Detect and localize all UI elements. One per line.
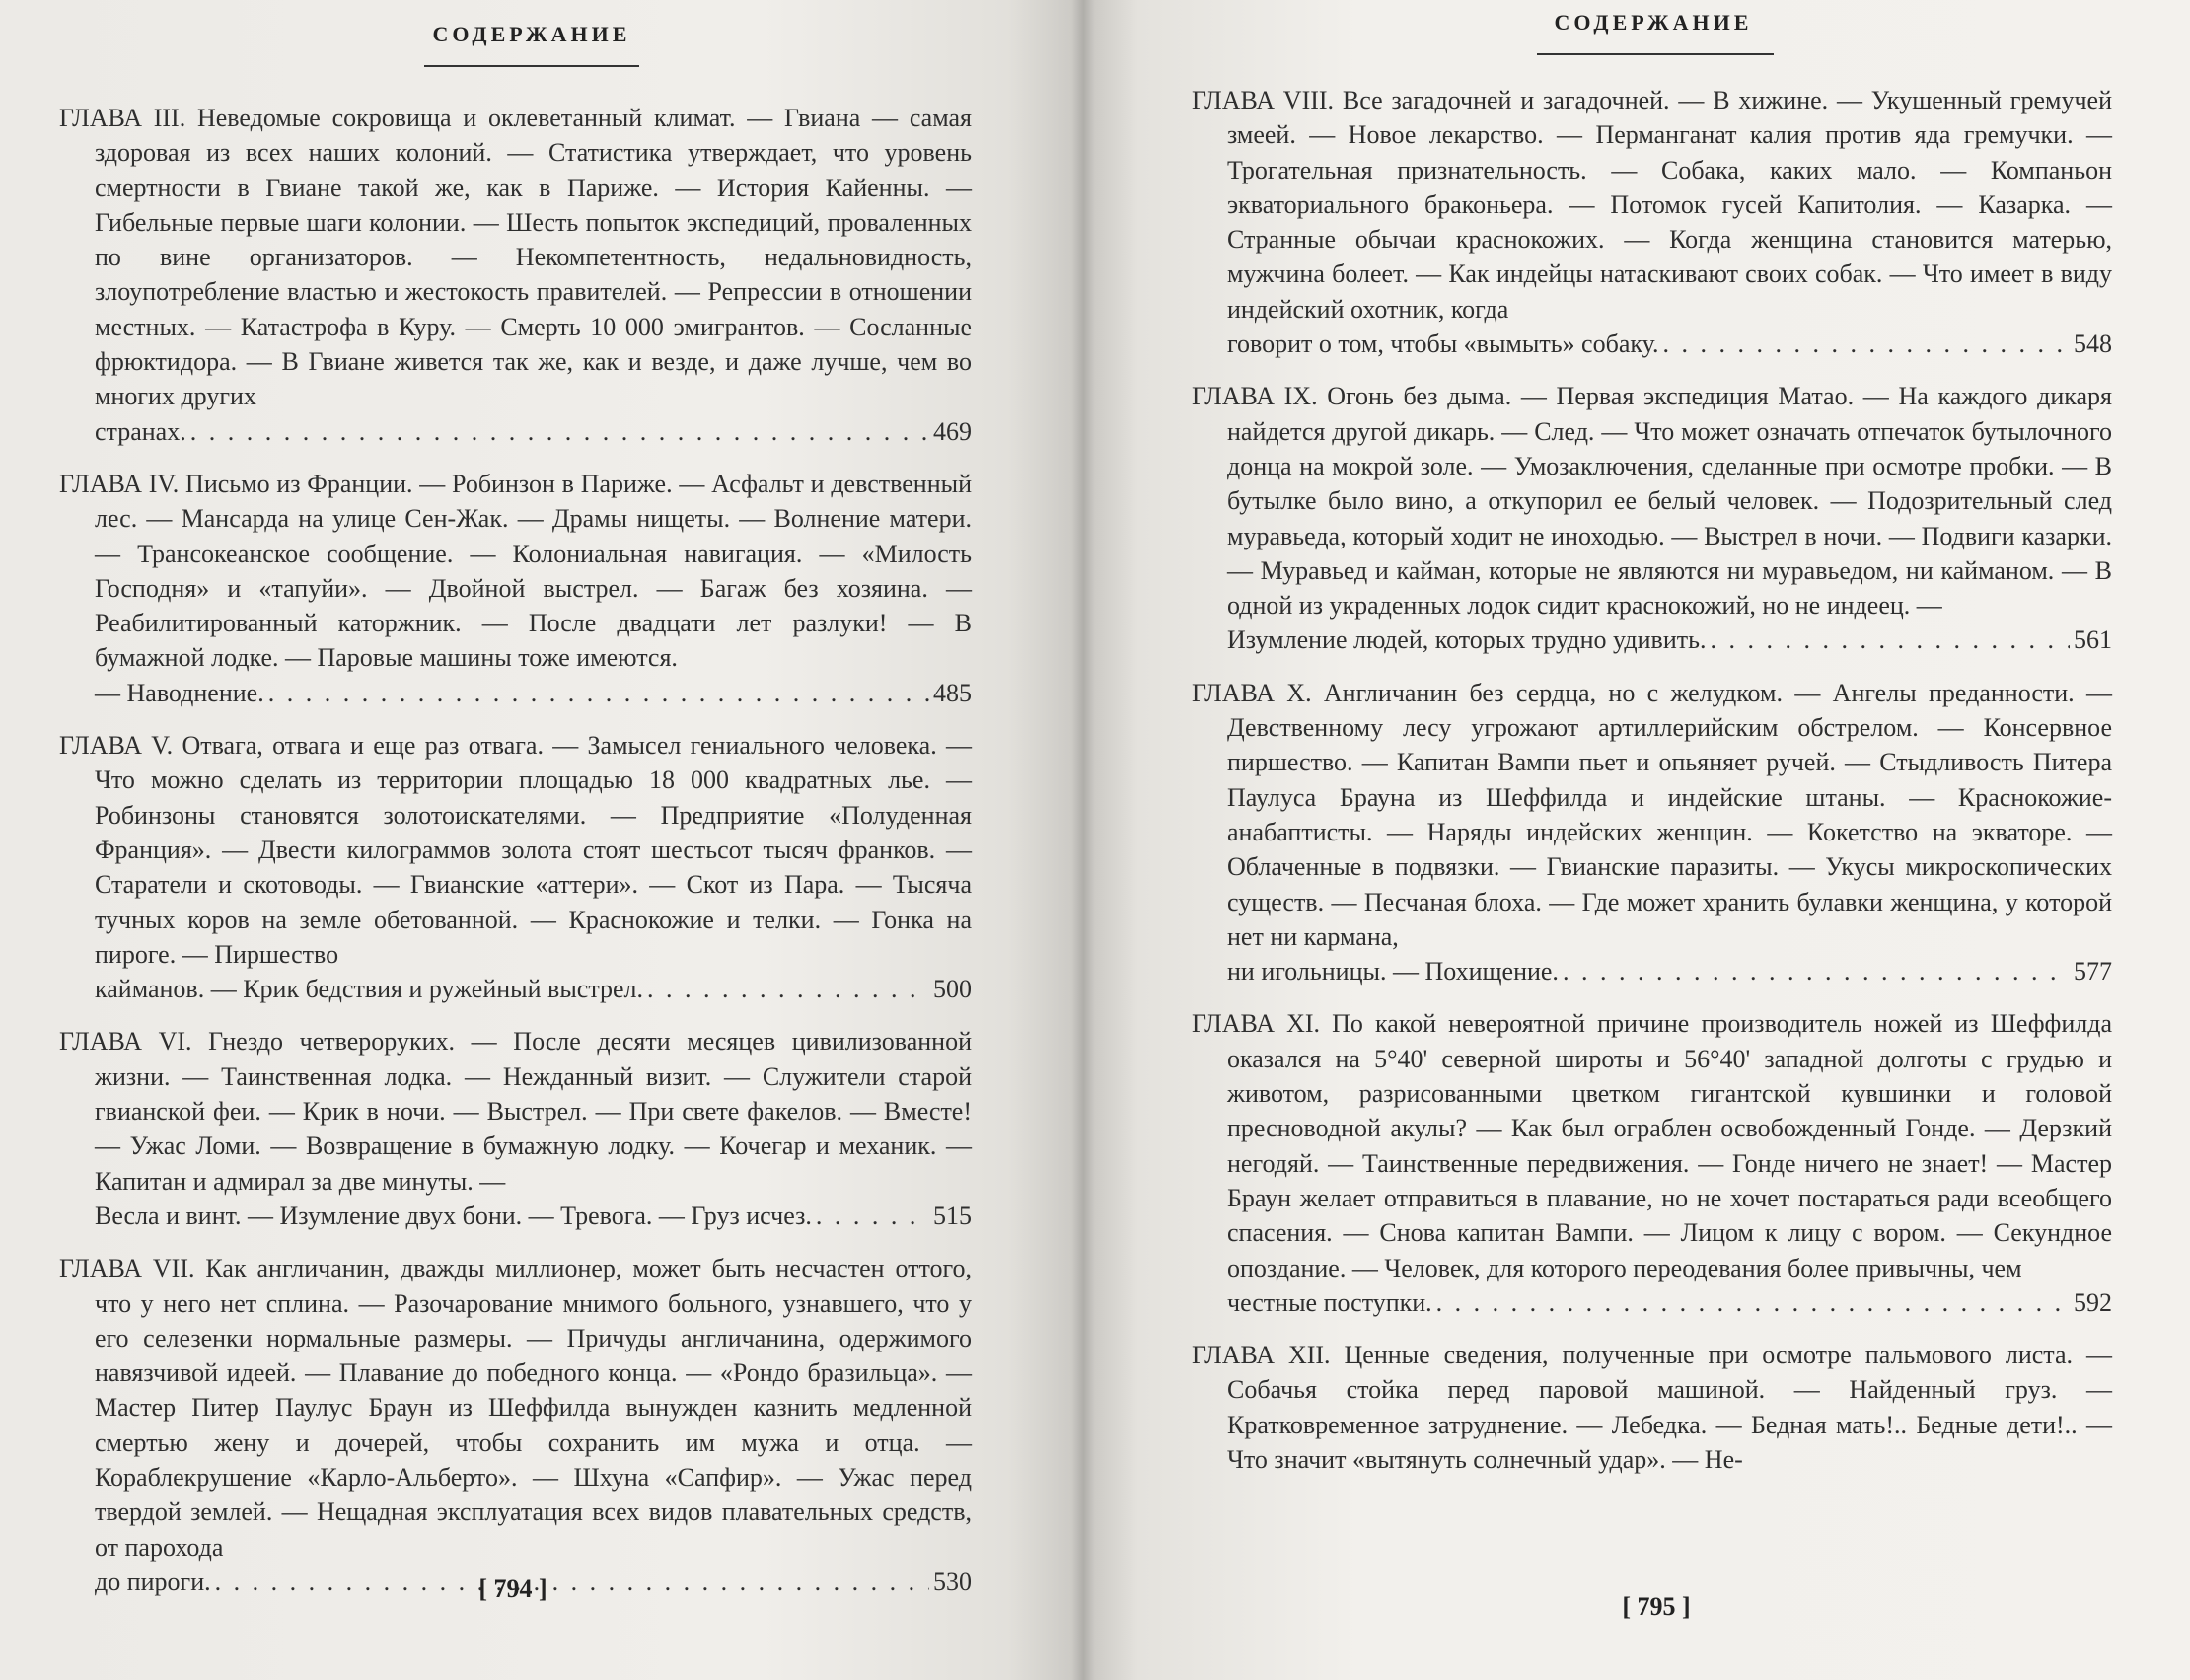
- toc-entry-leader-line: [1227, 327, 2112, 361]
- toc-entry-text: ГЛАВА VII. Как англичанин, дважды миллионер, может быть несчастен оттого, что у него нет сплина. — Разочарование мнимого больного, узнавшего, что у его селезенки нормальные размеры. — Причуды англичанина, одержимого навязчивой идеей. — Плавание до победного конца. — «Рондо бразильца». — Мастер Питер Паулус Браун из Шеффилда вынужден казнить медленной смертью жену и дочерей, чтобы сохранить им мужа и отца. — Кораблекрушение «Карло-Альберто». — Шхуна «Сапфир». — Ужас перед твердой землей. — Нещадная эксплуатация всех видов плавательных средств, от парохода: [59, 1254, 972, 1562]
- toc-entry-text: ГЛАВА VI. Гнездо четвероруких. — После десяти месяцев цивилизованной жизни. — Таинственная лодка. — Нежданный визит. — Служители старой гвианской феи. — Крик в ночи. — Выстрел. — При свете факелов. — Вместе! — Ужас Ломи. — Возвращение в бумажную лодку. — Кочегар и механик. — Капитан и адмирал за две минуты. —: [59, 1027, 972, 1196]
- table-of-contents: [1192, 83, 2112, 1495]
- toc-entry-leader-line: [1227, 1285, 2112, 1320]
- page-number: 530: [933, 1567, 972, 1596]
- page-number: 561: [2074, 625, 2112, 655]
- left-page: [0, 0, 1083, 1680]
- toc-entry-chapter-10: [1192, 676, 2112, 989]
- toc-entry-text: ГЛАВА X. Англичанин без сердца, но с желудком. — Ангелы преданности. — Девственному лесу угрожают артиллерийским обстрелом. — Консервное пиршество. — Капитан Вампи пьет и опьяняет ручей. — Стыдливость Питера Паулуса Брауна из Шеффилда и индейские штаны. — Краснокожие-анабаптисты. — Наряды индейских женщин. — Кокетство на экваторе. — Облаченные в подвязки. — Гвианские паразиты. — Укусы микроскопических существ. — Песчаная блоха. — Где может хранить булавки женщина, у которой нет ни кармана,: [1192, 678, 2112, 951]
- running-head-rule: [1537, 53, 1774, 55]
- toc-entry-text: ГЛАВА XI. По какой невероятной причине производитель ножей из Шеффилда оказался на 5°40' северной широты и 56°40' западной долготы с грудью и животом, разрисованными цветком гигантской кувшинки и головой пресноводной акулы? — Как был ограблен освобожденный Гонде. — Дерзкий негодяй. — Таинственные передвижения. — Гонде ничего не знает! — Мастер Браун желает отправиться в плавание, но не хочет постараться ради всеобщего спасения. — Снова капитан Вампи. — Лицом к лицу с вором. — Секундное опоздание. — Человек, для которого переодевания более привычны, чем: [1192, 1009, 2112, 1282]
- toc-entry-last-line: честные поступки.: [1227, 1287, 1432, 1317]
- toc-entry-chapter-7: [59, 1251, 972, 1599]
- toc-entry-last-line: кайманов. — Крик бедствия и ружейный выстрел.: [95, 975, 644, 1004]
- toc-entry-chapter-8: [1192, 83, 2112, 361]
- page-folio: [ 795 ]: [1622, 1592, 1691, 1621]
- toc-entry-chapter-6: [59, 1024, 972, 1233]
- toc-entry-chapter-12: [1192, 1338, 2112, 1477]
- page-number: 577: [2074, 957, 2112, 986]
- dot-leader: [1663, 327, 2070, 361]
- page-number: 469: [933, 416, 972, 446]
- dot-leader: [647, 972, 929, 1006]
- toc-entry-last-line: Изумление людей, которых трудно удивить.: [1227, 625, 1707, 655]
- running-head: СОДЕРЖАНИЕ: [1554, 10, 1753, 35]
- toc-entry-last-line: до пироги.: [95, 1567, 211, 1596]
- dot-leader: [268, 676, 929, 710]
- toc-entry-text: ГЛАВА VIII. Все загадочней и загадочней. — В хижине. — Укушенный гремучей змеей. — Новое лекарство. — Перманганат калия против яда гремучки. — Трогательная признательность. — Собака, каких мало. — Компаньон экваториального браконьера. — Потомок гусей Капитолия. — Казарка. — Странные обычаи краснокожих. — Когда женщина становится матерью, мужчина болеет. — Как индейцы натаскивают своих собак. — Что имеет в виду индейский охотник, когда: [1192, 86, 2112, 324]
- right-page: [1083, 0, 2190, 1680]
- toc-entry-last-line: странах.: [95, 416, 186, 446]
- toc-entry-last-line: Весла и винт. — Изумление двух бони. — Тревога. — Груз исчез.: [95, 1201, 812, 1230]
- toc-entry-leader-line: [95, 972, 972, 1006]
- page-number: 515: [933, 1201, 972, 1230]
- dot-leader: [1710, 622, 2070, 657]
- toc-entry-chapter-4: [59, 467, 972, 710]
- running-head: СОДЕРЖАНИЕ: [432, 22, 631, 46]
- table-of-contents: [59, 101, 972, 1617]
- toc-entry-chapter-9: [1192, 379, 2112, 657]
- dot-leader: [1563, 954, 2070, 988]
- dot-leader: [1436, 1285, 2070, 1320]
- toc-entry-text: ГЛАВА IX. Огонь без дыма. — Первая экспедиция Матао. — На каждого дикаря найдется другой дикарь. — След. — Что может означать отпечаток бутылочного донца на мокрой золе. — Умозаключения, сделанные при осмотре пробки. — В бутылке было вино, а откупорил ее белый человек. — Подозрительный след муравьеда, который ходит не иноходью. — Выстрел в ночи. — Подвиги казарки. — Муравьед и кайман, которые не являются ни муравьедом, ни кайманом. — В одной из украденных лодок сидит краснокожий, но не индеец. —: [1192, 382, 2112, 621]
- toc-entry-leader-line: [1227, 954, 2112, 988]
- toc-entry-text: ГЛАВА IV. Письмо из Франции. — Робинзон в Париже. — Асфальт и девственный лес. — Мансарда на улице Сен-Жак. — Драмы нищеты. — Волнение матери. — Трансокеанское сообщение. — Колониальная навигация. — «Милость Господня» и «тапуйи». — Двойной выстрел. — Багаж без хозяина. — Реабилитированный каторжник. — После двадцати лет разлуки! — В бумажной лодке. — Паровые машины тоже имеются.: [59, 469, 972, 673]
- page-number: 500: [933, 975, 972, 1004]
- dot-leader: [190, 414, 929, 449]
- toc-entry-leader-line: [95, 1199, 972, 1233]
- page-number: 485: [933, 678, 972, 707]
- toc-entry-text: ГЛАВА III. Неведомые сокровища и оклеветанный климат. — Гвиана — самая здоровая из всех наших колоний. — Статистика утверждает, что уровень смертности в Гвиане такой же, как в Париже. — История Кайенны. — Гибельные первые шаги колонии. — Шесть попыток экспедиций, проваленных по вине организаторов. — Некомпетентность, недальновидность, злоупотребление властью и жестокость правителей. — Репрессии в отношении местных. — Катастрофа в Куру. — Смерть 10 000 эмигрантов. — Сосланные фрюктидора. — В Гвиане живется так же, как и везде, и даже лучше, чем во многих других: [59, 104, 972, 411]
- toc-entry-leader-line: [95, 676, 972, 710]
- page-folio: [ 794 ]: [478, 1574, 548, 1603]
- toc-entry-chapter-5: [59, 728, 972, 1006]
- running-head-rule: [424, 65, 639, 67]
- dot-leader: [816, 1199, 929, 1233]
- toc-entry-last-line: — Наводнение.: [95, 678, 264, 707]
- toc-entry-text: ГЛАВА V. Отвага, отвага и еще раз отвага. — Замысел гениального человека. — Что можно сделать из территории площадью 18 000 квадратных лье. — Робинзоны становятся золотоискателями. — Предприятие «Полуденная Франция». — Двести килограммов золота стоят шестьсот тысяч франков. — Старатели и скотоводы. — Гвианские «аттери». — Скот из Пара. — Тысяча тучных коров на земле обетованной. — Краснокожие и телки. — Гонка на пироге. — Пиршество: [59, 731, 972, 969]
- toc-entry-last-line: ни игольницы. — Похищение.: [1227, 957, 1559, 986]
- toc-entry-leader-line: [95, 414, 972, 449]
- toc-entry-leader-line: [1227, 622, 2112, 657]
- toc-entry-text: ГЛАВА XII. Ценные сведения, полученные при осмотре пальмового листа. — Собачья стойка перед паровой машиной. — Найденный груз. — Кратковременное затруднение. — Лебедка. — Бедная мать!.. Бедные дети!.. — Что значит «вытянуть солнечный удар». — Не-: [1192, 1341, 2112, 1474]
- page-number: 592: [2074, 1287, 2112, 1317]
- toc-entry-chapter-11: [1192, 1006, 2112, 1320]
- page-number: 548: [2074, 329, 2112, 359]
- toc-entry-chapter-3: [59, 101, 972, 449]
- toc-entry-last-line: говорит о том, чтобы «вымыть» собаку.: [1227, 329, 1659, 359]
